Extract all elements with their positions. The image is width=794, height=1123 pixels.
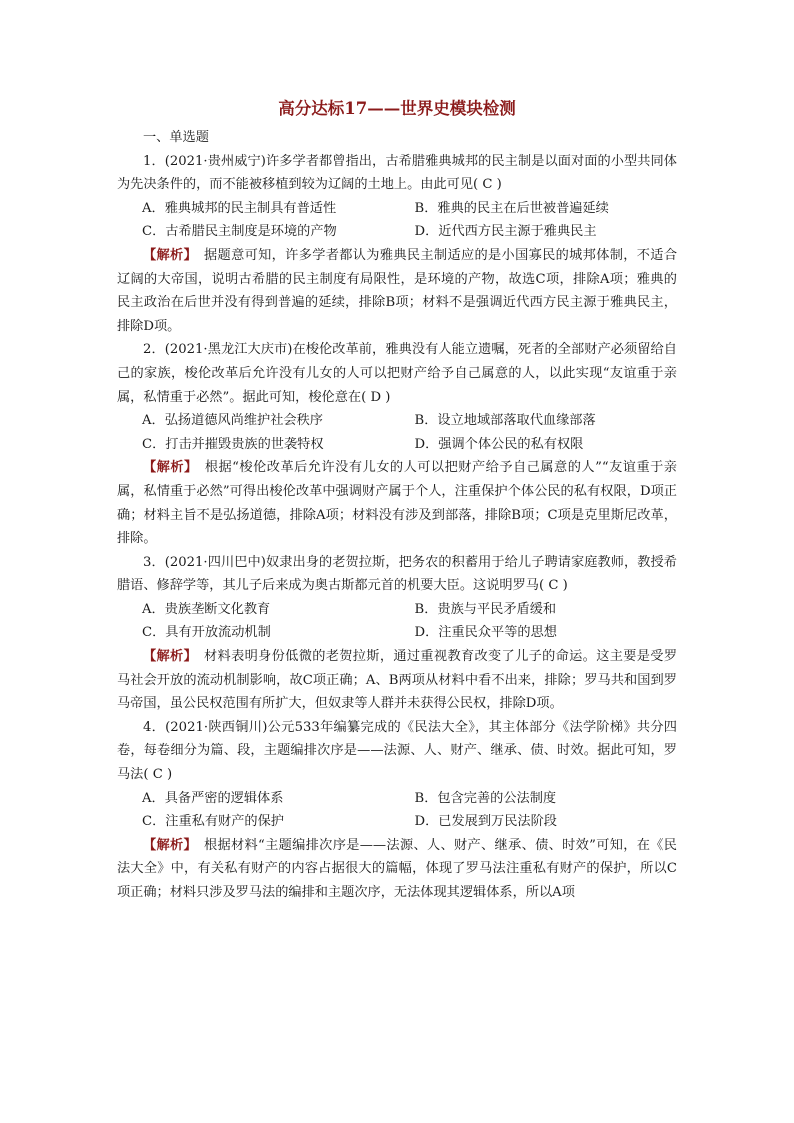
option-d: D．强调个体公民的私有权限 [414,436,584,452]
section-heading: 一、单选题 [143,130,209,145]
option-d: D．已发展到万民法阶段 [414,814,557,830]
option-b: B．包含完善的公法制度 [414,790,557,806]
option-list [117,197,677,244]
question-stem: 2．(2021·黑龙江大庆市)在梭伦改革前，雅典没有人能立遗嘱，死者的全部财产必须留给自己的家族，梭伦改革后允许没有儿女的人可以把财产给予自己属意的人，以此实现“友谊重于亲属，私情重于必然”。据此可知，梭伦意在( D ) [117,342,677,405]
question-2 [117,338,677,550]
option-b: B．贵族与平民矛盾缓和 [414,601,557,617]
analysis [117,244,677,338]
option-b: B．雅典的民主在后世被普遍延续 [414,200,609,216]
analysis [117,645,677,716]
option-b: B．设立地域部落取代血缘部落 [414,413,596,429]
option-list [117,787,677,834]
question-stem: 3．(2021·四川巴中)奴隶出身的老贺拉斯，把务农的积蓄用于给儿子聘请家庭教师，教授希腊语、修辞学等，其儿子后来成为奥古斯都元首的机要大臣。这说明罗马( C ) [117,554,677,594]
analysis [117,834,677,905]
analysis-text: 材料表明身份低微的老贺拉斯，通过重视教育改变了儿子的命运。这主要是受罗马社会开放的流动机制影响，故C项正确；A、B两项从材料中看不出来，排除；罗马共和国到罗马帝国，虽公民权范围有所扩大，但奴隶等人群并未获得公民权，排除D项。 [117,649,678,712]
option-c: C．具有开放流动机制 [142,625,271,641]
analysis-text: 根据“梭伦改革后允许没有儿女的人可以把财产给予自己属意的人”“友谊重于亲属，私情重于必然”可得出梭伦改革中强调财产属于个人，注重保护个体公民的私有权限，D项正确；材料主旨不是弘扬道德，排除A项；材料没有涉及到部落，排除B项；C项是克里斯尼改革，排除。 [117,460,677,547]
option-d: D．注重民众平等的思想 [414,625,557,641]
option-a: A．弘扬道德风尚维护社会秩序 [142,413,323,429]
document-title: 高分达标17——世界史模块检测 [278,99,516,118]
question-stem: 1．(2021·贵州威宁)许多学者都曾指出，古希腊雅典城邦的民主制是以面对面的小型共同体为先决条件的，而不能被移植到较为辽阔的土地上。由此可见( C ) [117,153,677,193]
question-3 [117,551,677,716]
document-body [117,96,677,905]
option-list [117,409,677,456]
option-d: D．近代西方民主源于雅典民主 [414,224,597,240]
analysis-text: 根据材料“主题编排次序是——法源、人、财产、继承、债、时效”可知，在《民法大全》中，有关私有财产的内容占据很大的篇幅，体现了罗马法注重私有财产的保护，所以C项正确；材料只涉及罗马法的编排和主题次序，无法体现其逻辑体系，所以A项 [117,837,677,900]
option-c: C．打击并摧毁贵族的世袭特权 [142,436,324,452]
analysis-label: 【解析】 [143,460,192,476]
analysis-label: 【解析】 [143,649,191,665]
option-c: C．注重私有财产的保护 [142,814,284,830]
analysis [117,456,677,550]
analysis-text: 据题意可知，许多学者都认为雅典民主制适应的是小国寡民的城邦体制，不适合辽阔的大帝国，说明古希腊的民主制度有局限性，是环境的产物，故选C项，排除A项；雅典的民主政治在后世并没有得到普遍的延续，排除B项；材料不是强调近代西方民主源于雅典民主，排除D项。 [117,247,678,334]
option-a: A．具备严密的逻辑体系 [142,790,284,806]
option-a: A．贵族垄断文化教育 [142,601,271,617]
analysis-label: 【解析】 [143,247,191,263]
option-list [117,598,677,645]
question-4 [117,716,677,905]
analysis-label: 【解析】 [143,837,191,853]
question-stem: 4．(2021·陕西铜川)公元533年编纂完成的《民法大全》，其主体部分《法学阶梯》共分四卷，每卷细分为篇、段，主题编排次序是——法源、人、财产、继承、债、时效。据此可知，罗马法( C ) [117,719,677,783]
question-1 [117,150,677,339]
option-a: A．雅典城邦的民主制具有普适性 [142,200,337,216]
option-c: C．古希腊民主制度是环境的产物 [142,224,337,240]
